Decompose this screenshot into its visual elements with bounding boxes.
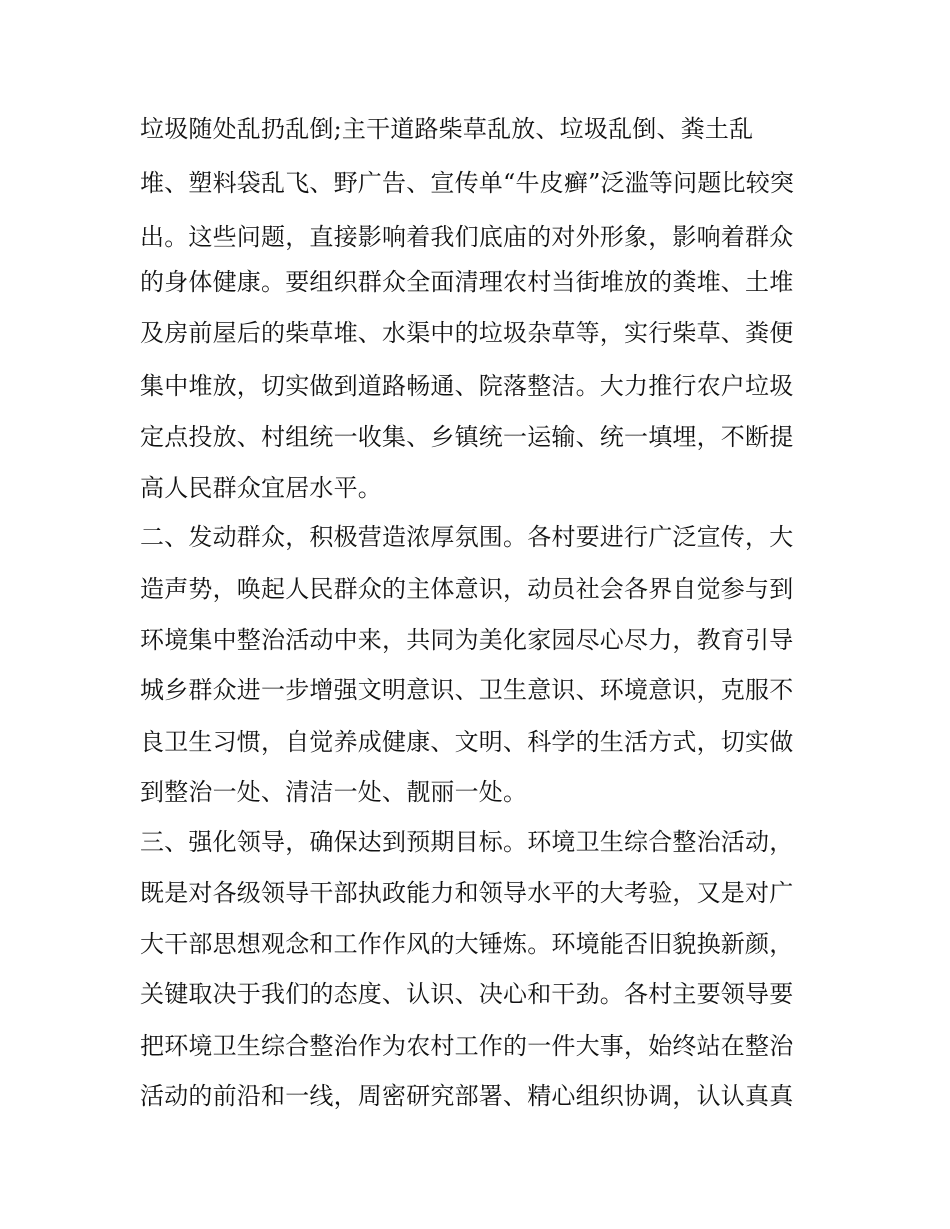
text-line: 城乡群众进一步增强文明意识、卫生意识、环境意识，克服不 [140,676,794,704]
text-line: 三、强化领导，确保达到预期目标。环境卫生综合整治活动， [140,828,794,856]
text-line: 及房前屋后的柴草堆、水渠中的垃圾杂草等，实行柴草、粪便 [140,319,794,347]
text-line: 良卫生习惯，自觉养成健康、文明、科学的生活方式，切实做 [140,728,794,756]
text-line: 大干部思想观念和工作作风的大锤炼。环境能否旧貌换新颜， [140,930,794,958]
text-line: 到整治一处、清洁一处、靓丽一处。 [140,778,528,806]
text-line: 把环境卫生综合整治作为农村工作的一件大事，始终站在整治 [140,1032,794,1060]
text-line: 造声势，唤起人民群众的主体意识，动员社会各界自觉参与到 [140,575,794,603]
text-line: 活动的前沿和一线，周密研究部署、精心组织协调，认认真真 [140,1082,794,1110]
text-line: 堆、塑料袋乱飞、野广告、宣传单“牛皮癣”泛滥等问题比较突 [140,169,795,197]
text-line: 出。这些问题，直接影响着我们底庙的对外形象，影响着群众 [140,223,794,251]
text-line: 二、发动群众，积极营造浓厚氛围。各村要进行广泛宣传，大 [140,523,794,551]
text-line: 集中堆放，切实做到道路畅通、院落整洁。大力推行农户垃圾 [140,372,794,400]
text-line: 环境集中整治活动中来，共同为美化家园尽心尽力，教育引导 [140,626,794,654]
text-line: 垃圾随处乱扔乱倒;主干道路柴草乱放、垃圾乱倒、粪土乱 [140,115,754,143]
text-line: 定点投放、村组统一收集、乡镇统一运输、统一填埋，不断提 [140,423,794,451]
text-line: 关键取决于我们的态度、认识、决心和干劲。各村主要领导要 [140,980,794,1008]
text-line: 既是对各级领导干部执政能力和领导水平的大考验，又是对广 [140,879,794,907]
text-line: 的身体健康。要组织群众全面清理农村当街堆放的粪堆、土堆 [140,268,794,296]
text-line: 高人民群众宜居水平。 [140,474,382,502]
